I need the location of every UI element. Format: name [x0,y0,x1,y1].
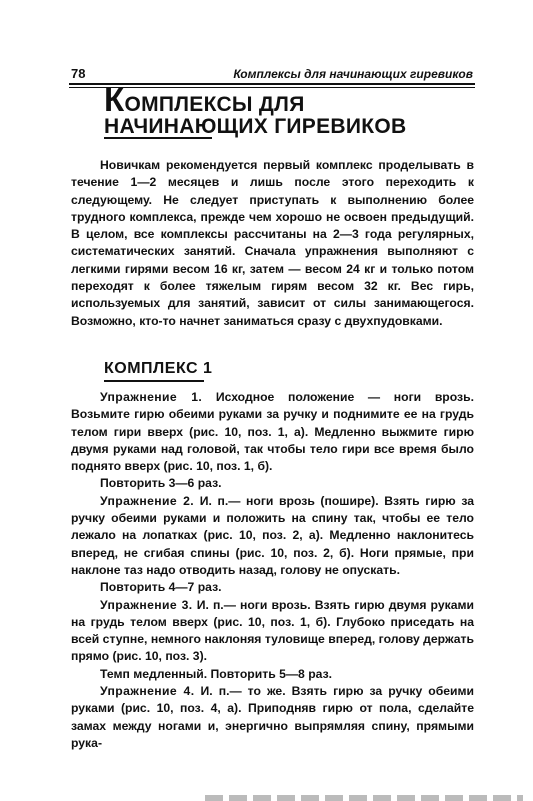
exercise-name: Упражнение 4. [100,684,195,699]
intro [71,157,474,330]
exercise-text: И. п.— ноги врозь (пошире). Взять гирю за ручку обеими руками и положить на спину так, чтобы ее тело лежало на лопатках (рис. 10, поз. 2, а). Медленно наклонитесь вперед, не сгибая спины (рис. 10, поз. 2, б). Ноги прямые, при наклоне таз надо отводить назад, голову не опускать. [71,493,474,577]
exercise-name: Упражнение 3. [100,597,193,612]
exercise-repeat: Темп медленный. Повторить 5—8 раз. [100,666,333,681]
running-head [71,66,473,81]
chapter-title-initial: К [104,81,125,118]
exercise-2 [71,493,474,579]
exercise-3 [71,597,474,666]
header-rule-thin [69,87,475,88]
exercise-repeat: Повторить 4—7 раз. [100,580,222,595]
page-number: 78 [71,66,86,81]
exercise-text: И. п.— то же. Взять гирю за ручку обеими руками (рис. 10, поз. 4, а). Приподняв гирю от пола, сделайте замах между ногами и, энергично выпрямляя спину, прямыми рука- [71,684,474,750]
chapter-title-rest: ОМПЛЕКСЫ ДЛЯ НАЧИНАЮЩИХ ГИРЕВИКОВ [104,93,407,138]
running-title: Комплексы для начинающих гиревиков [233,67,473,81]
exercise-4 [71,683,474,752]
chapter-title [104,81,464,138]
intro-paragraph: Новичкам рекомендуется первый комплекс проделывать в течение 1—2 месяцев и лишь после этого переходить к следующему. Не следует приступать к выполнению более трудного комплекса, прежде чем хорошо не освоен предыдущий. В целом, все комплексы рассчитаны на 2—3 года регулярных, систематических занятий. Сначала упражнения выполняют с легкими гирями весом 16 кг, затем — весом 24 кг и только потом переходят к более тяжелым гирям весом 32 кг. Вес гирь, используемых для занятий, зависит от силы занимающегося. Возможно, кто-то начнет заниматься сразу с двухпудовками. [71,158,474,328]
scan-artifact-strip [205,795,523,801]
chapter-title-underline [104,137,212,139]
header-rule [69,83,475,85]
exercise-name: Упражнение 1. [100,390,203,404]
exercise-list [71,389,474,752]
exercise-name: Упражнение 2. [100,493,195,508]
section-title-underline [104,380,204,382]
section-title: КОМПЛЕКС 1 [104,360,213,377]
exercise-text: И. п.— ноги врозь. Взять гирю двумя руками на грудь телом вверх (рис. 10, поз. 1, б). Глубоко приседать на всей ступне, немного наклоняя туловище вперед, голову держать прямо (рис. 10, поз. 3). [71,597,474,664]
exercise-repeat: Повторить 3—6 раз. [100,476,222,491]
exercise-text: Исходное положение — ноги врозь. Возьмите гирю обеими руками за ручку и поднимите ее на грудь телом гири вверх (рис. 10, поз. 1, а). Медленно выжмите гирю двумя руками над головой, так чтобы тело гири все время было поднято вверх (рис. 10, поз. 1, б). [71,390,474,474]
exercise-1 [71,389,474,475]
